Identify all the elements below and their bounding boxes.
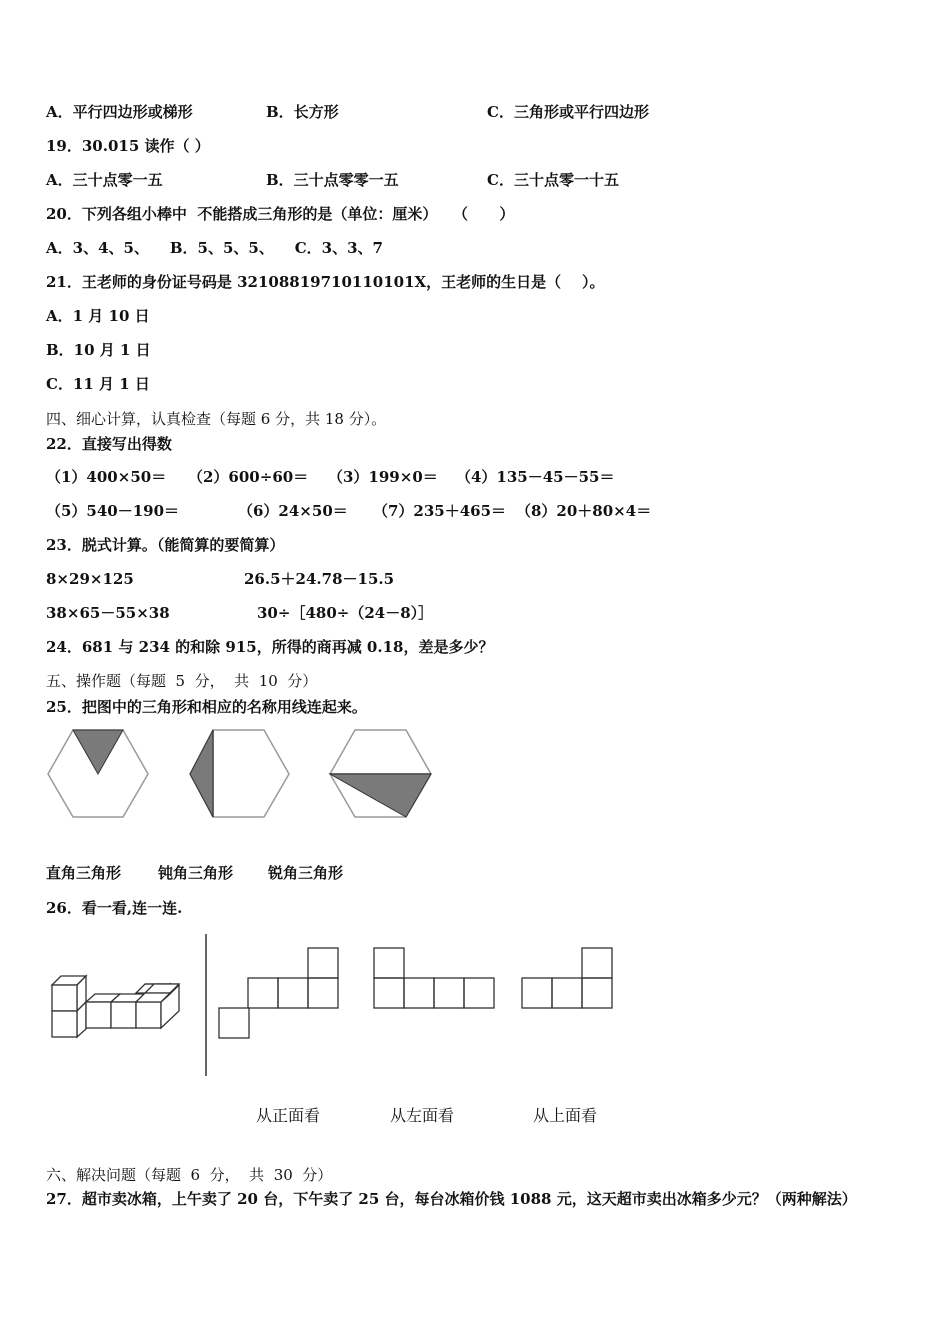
q20-options: A．3、4、5、 B．5、5、5、 C．3、3、7 — [46, 239, 383, 257]
q25-shaded-triangle-2 — [190, 730, 213, 817]
section5-title: 五、操作题（每题 5 分， 共 10 分） — [46, 672, 318, 690]
q27-stem: 27．超市卖冰箱，上午卖了 20 台，下午卖了 25 台，每台冰箱价钱 1088 元，这天超市卖出冰箱多少元？（两种解法） — [46, 1190, 857, 1208]
q23-item-4: 30÷［480÷（24－8）］ — [257, 604, 434, 622]
q18-option-c: C．三角形或平行四边形 — [487, 103, 649, 121]
q25-shaded-triangle-1 — [73, 730, 123, 774]
q23-item-2: 26.5＋24.78－15.5 — [244, 570, 395, 588]
q22-item-1: （1）400×50＝ — [46, 468, 167, 486]
q25-hexagon-3 — [330, 730, 431, 817]
q25-shaded-triangle-3 — [330, 774, 431, 817]
q22-item-2: （2）600÷60＝ — [188, 468, 309, 486]
q19-stem: 19．30.015 读作（ ） — [46, 137, 210, 155]
q26-cube-model — [52, 976, 179, 1037]
q19-option-a: A．三十点零一五 — [46, 171, 163, 189]
q22-stem: 22．直接写出得数 — [46, 435, 172, 453]
q26-stem: 26．看一看,连一连. — [46, 899, 183, 917]
q25-stem: 25．把图中的三角形和相应的名称用线连起来。 — [46, 698, 367, 716]
section4-title: 四、细心计算，认真检查（每题 6 分，共 18 分）。 — [46, 410, 387, 428]
q25-hexagon-1 — [48, 730, 148, 817]
q21-option-b: B．10 月 1 日 — [46, 341, 151, 359]
q18-option-a: A．平行四边形或梯形 — [46, 103, 193, 121]
q18-option-b: B．长方形 — [266, 103, 339, 121]
q25-name-right: 直角三角形 — [46, 864, 122, 882]
q23-stem: 23．脱式计算。（能简算的要简算） — [46, 536, 285, 554]
q24-stem: 24．681 与 234 的和除 915，所得的商再减 0.18，差是多少？ — [46, 638, 494, 656]
q25-name-obtuse: 钝角三角形 — [158, 864, 234, 882]
q22-item-4: （4）135－45－55＝ — [456, 468, 615, 486]
q23-item-1: 8×29×125 — [46, 570, 134, 588]
q25-name-acute: 锐角三角形 — [268, 864, 344, 882]
q22-item-6: （6）24×50＝ — [238, 502, 348, 520]
q21-option-a: A．1 月 10 日 — [46, 307, 150, 325]
q22-item-5: （5）540－190＝ — [46, 502, 180, 520]
q23-item-3: 38×65－55×38 — [46, 604, 170, 622]
q26-view-1 — [219, 948, 338, 1038]
q26-view-3 — [522, 948, 612, 1008]
q22-item-7: （7）235＋465＝ — [373, 502, 507, 520]
q26-view-2 — [374, 948, 494, 1008]
q22-item-8: （8）20＋80×4＝ — [516, 502, 652, 520]
q21-stem: 21．王老师的身份证号码是 32108819710110101X，王老师的生日是（ ）。 — [46, 273, 605, 291]
section6-title: 六、解决问题（每题 6 分， 共 30 分） — [46, 1166, 333, 1184]
q19-option-c: C．三十点零一十五 — [487, 171, 619, 189]
q19-option-b: B．三十点零零一五 — [266, 171, 399, 189]
q22-item-3: （3）199×0＝ — [328, 468, 438, 486]
q26-view-left-label: 从左面看 — [390, 1106, 455, 1125]
q26-view-front-label: 从正面看 — [256, 1106, 321, 1125]
q25-hexagon-2 — [190, 730, 289, 817]
q20-stem: 20．下列各组小棒中 不能搭成三角形的是（单位：厘米） （ ） — [46, 205, 515, 223]
q21-option-c: C．11 月 1 日 — [46, 375, 150, 393]
q26-view-top-label: 从上面看 — [533, 1106, 598, 1125]
